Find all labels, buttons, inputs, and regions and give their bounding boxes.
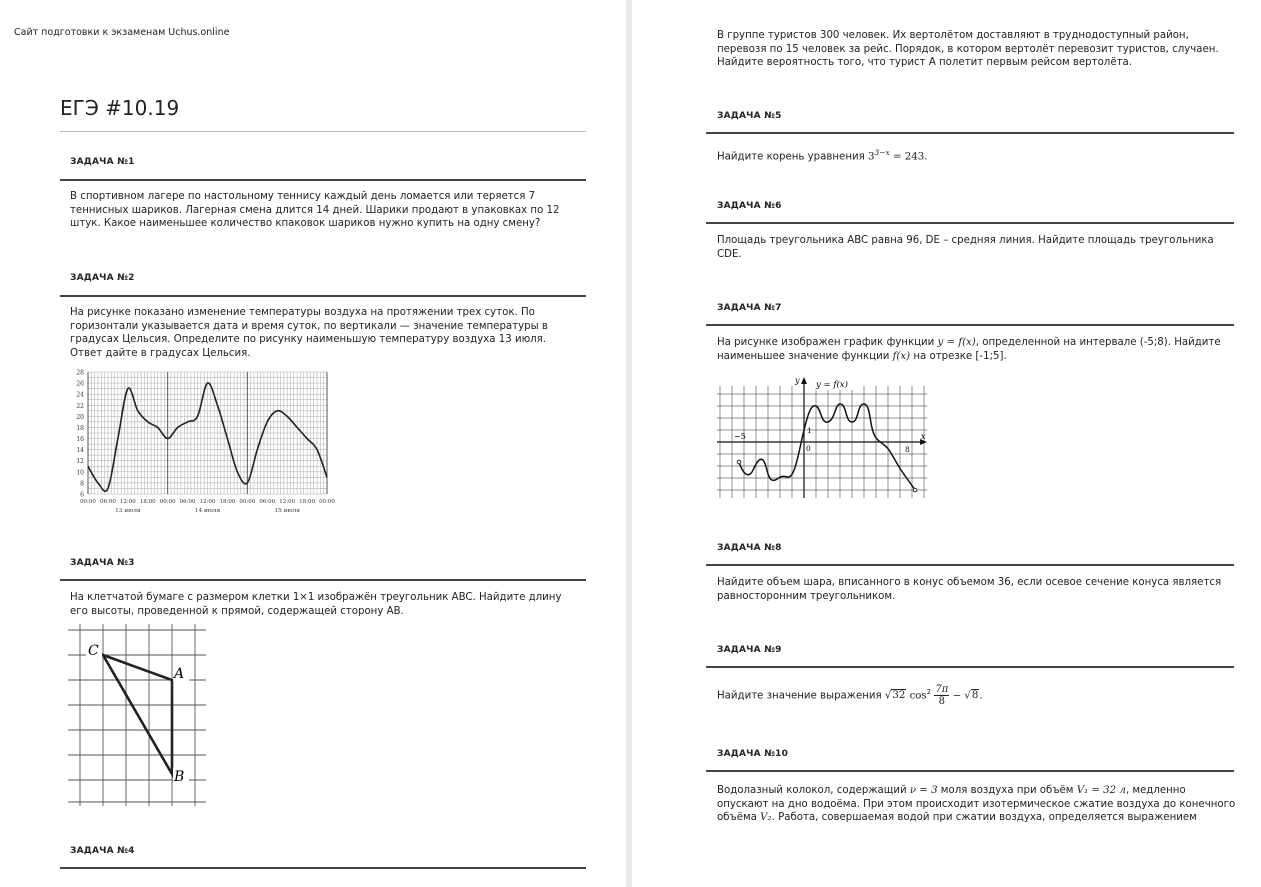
y-axis-label: y: [795, 376, 800, 385]
function-graph: [717, 372, 929, 500]
chart-grid: [88, 372, 327, 494]
task-9-heading: ЗАДАЧА №9: [717, 645, 782, 655]
y-tick-label: 8: [80, 480, 84, 488]
equation-rhs: = 243: [889, 151, 925, 163]
tick-eight: 8: [905, 445, 910, 454]
task-9-divider: [706, 666, 1234, 668]
task-1-text: В спортивном лагере по настольному теннису каждый день ломается или теряется 7 теннисных шариков. Лагерная смена длится 14 дней. Шарики продают в упаковках по 12 штук. Какое наименьшее количество кпаковок шариков нужно купить на одну смену?: [70, 191, 560, 230]
x-tick-label: 06:00: [179, 499, 196, 505]
task-6-text: Площадь треугольника ABC равна 96, DE – средняя линия. Найдите площадь треугольника CDE.: [717, 235, 1214, 260]
equation-exponent: 3−x: [874, 148, 890, 157]
task-7-divider: [706, 324, 1234, 326]
task-3-text: На клетчатой бумаге с размером клетки 1×1 изображён треугольник ABC. Найдите длину его высоты, проведенной к прямой, содержащей сторону AB.: [70, 592, 562, 617]
task-5-divider: [706, 132, 1234, 134]
y-tick-label: 26: [76, 380, 84, 388]
task-8-divider: [706, 564, 1234, 566]
site-label: Сайт подготовки к экзаменам Uchus.online: [14, 27, 230, 38]
sqrt-8: √8: [964, 690, 979, 702]
date-label: 13 июля: [115, 508, 141, 514]
x-tick-label: 00:00: [159, 499, 176, 505]
function-notation: y = f(x): [937, 337, 976, 348]
left-page: [0, 0, 626, 887]
function-curve: [739, 404, 915, 490]
task-9-text: Найдите значение выражения √32 $\cos^2$ $\frac{7\pi}{8}$ − √8.: [717, 683, 983, 707]
task-8-text: Найдите объем шара, вписанного в конус объемом 36, если осевое сечение конуса является равносторонним треугольником.: [717, 577, 1222, 602]
task-4-divider: [60, 867, 586, 869]
tick-minus-5: −5: [734, 432, 746, 441]
x-tick-label: 18:00: [299, 499, 316, 505]
y-tick-label: 28: [76, 369, 84, 377]
task-2-text: На рисунке показано изменение температуры воздуха на протяжении трех суток. По горизонтали указывается дата и время суток, по вертикали — значение температуры в градусах Цельсия. Определите по рисунку наименьшую температуру воздуха 13 июля. Ответ дайте в градусах Цельсия.: [70, 307, 548, 359]
x-tick-label: 18:00: [219, 499, 236, 505]
document-title: ЕГЭ #10.19: [60, 96, 180, 120]
y-tick-label: 16: [76, 436, 84, 444]
task-6-divider: [706, 222, 1234, 224]
task-10-divider: [706, 770, 1234, 772]
y-tick-label: 14: [76, 447, 84, 455]
x-tick-label: 06:00: [259, 499, 276, 505]
triangle-figure: [68, 624, 208, 806]
x-tick-label: 12:00: [279, 499, 296, 505]
y-tick-label: 18: [76, 424, 84, 432]
task-1-divider: [60, 179, 586, 181]
temperature-chart: [70, 366, 345, 518]
x-tick-label: 00:00: [319, 499, 335, 505]
task-4-text: В группе туристов 300 человек. Их вертолётом доставляют в труднодоступный район, перевозя по 15 человек за рейс. Порядок, в котором вертолёт перевозит туристов, случаен. Найдите вероятность того, что турист А полетит первым рейсом вертолёта.: [717, 30, 1219, 69]
y-tick-labels: [76, 370, 84, 499]
task-8-heading: ЗАДАЧА №8: [717, 543, 782, 553]
task-10-heading: ЗАДАЧА №10: [717, 749, 789, 759]
x-tick-label: 00:00: [80, 499, 96, 505]
task-6-heading: ЗАДАЧА №6: [717, 201, 782, 211]
task-3-divider: [60, 579, 586, 581]
y-tick-label: 20: [76, 413, 84, 421]
x-tick-label: 18:00: [139, 499, 156, 505]
vertex-c-label: C: [88, 643, 99, 659]
sqrt-32: √32: [884, 690, 906, 702]
y-tick-label: 6: [80, 491, 84, 499]
y-tick-label: 24: [76, 391, 84, 399]
right-page: [632, 0, 1261, 887]
title-divider: [60, 131, 586, 132]
task-4-heading: ЗАДАЧА №4: [70, 846, 135, 856]
task-5-text: Найдите корень уравнения $3^{3-x} = 243$.: [717, 148, 928, 163]
tick-one: 1: [807, 426, 812, 435]
fraction-7pi-over-8: $\frac{7\pi}{8}$: [935, 683, 949, 707]
y-tick-label: 12: [76, 458, 84, 466]
date-label: 15 июля: [274, 508, 300, 514]
task-10-text: Водолазный колокол, содержащий ν = 3 моля воздуха при объём V₁ = 32 л, медленно опускают на дно водоёма. При этом происходит изотермическое сжатие воздуха до конечного объёма V₂. Работа, совершаемая водой при сжатии воздуха, определяется выражением: [717, 785, 1236, 824]
vertex-a-label: A: [174, 666, 185, 682]
date-labels: [115, 508, 300, 514]
x-tick-labels: [80, 499, 335, 505]
vertex-b-label: B: [174, 769, 185, 785]
task-2-heading: ЗАДАЧА №2: [70, 273, 135, 283]
x-tick-label: 00:00: [239, 499, 256, 505]
x-tick-label: 12:00: [199, 499, 216, 505]
task-7-heading: ЗАДАЧА №7: [717, 303, 782, 313]
x-axis-label: x: [921, 432, 926, 441]
y-tick-label: 10: [76, 469, 84, 477]
function-name: f(x): [892, 350, 911, 362]
triangle-abc: [103, 655, 172, 774]
task-3-heading: ЗАДАЧА №3: [70, 558, 135, 568]
date-label: 14 июля: [194, 508, 221, 514]
x-tick-label: 06:00: [99, 499, 116, 505]
task-7-text: На рисунке изображен график функции y = f(x), определенной на интервале (-5;8). Найдите наименьшее значение функции f(x) на отрезке [-1;5].: [717, 337, 1221, 362]
equation-base: 3: [867, 151, 875, 163]
tick-zero: 0: [806, 444, 811, 453]
y-tick-label: 22: [76, 402, 84, 410]
task-1-heading: ЗАДАЧА №1: [70, 157, 135, 167]
task-5-heading: ЗАДАЧА №5: [717, 111, 782, 121]
x-tick-label: 12:00: [119, 499, 136, 505]
graph-title: y = f(x): [816, 380, 848, 390]
task-2-divider: [60, 295, 586, 297]
